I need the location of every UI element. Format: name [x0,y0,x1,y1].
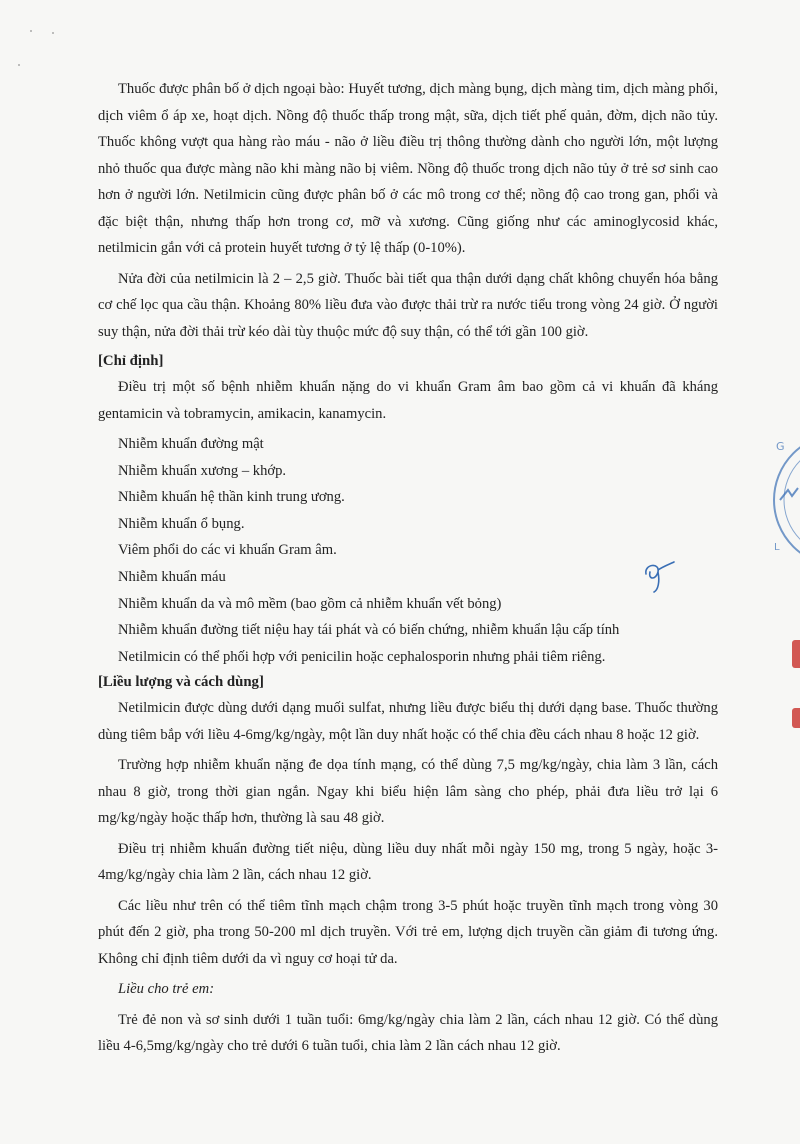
section-heading-indications: [Chỉ định] [98,353,164,369]
red-stamp-edge [792,708,800,728]
dosage-paragraph: Điều trị nhiễm khuẩn đường tiết niệu, dùng liều duy nhất mỗi ngày 150 mg, trong 5 ngày, hoặc 3-4mg/kg/ngày chia làm 2 lần, cách nhau 12 giờ. [98,840,718,884]
indication-item: Nhiễm khuẩn đường tiết niệu hay tái phát và có biến chứng, nhiễm khuẩn lậu cấp tính [118,622,620,639]
handwritten-signature [640,560,676,594]
paragraph-distribution: Thuốc được phân bố ở dịch ngoại bào: Huyết tương, dịch màng bụng, dịch màng tim, dịch màng phổi, dịch viêm ổ áp xe, hoạt dịch. Nồng độ thuốc thấp trong mật, sữa, dịch tiết phế quản, đờm, dịch não tủy. Thuốc không vượt qua hàng rào máu - não ở liều điều trị thông thường dành cho người lớn, một lượng nhỏ thuốc qua được màng não khi màng não bị viêm. Nồng độ thuốc trong dịch não tủy ở trẻ sơ sinh cao hơn ở người lớn. Netilmicin cũng được phân bố ở các mô trong cơ thể; nồng độ cao trong gan, phổi và đặc biệt thận, nhưng thấp hơn trong cơ, mỡ và xương. Cũng giống như các aminoglycosid khác, netilmicin gắn với cả protein huyết tương ở tỷ lệ thấp (0-10%). [98,81,718,256]
svg-text:L: L [774,542,780,553]
dosage-paragraph: Netilmicin được dùng dưới dạng muối sulfat, nhưng liều được biểu thị dưới dạng base. Thuốc thường dùng tiêm bắp với liều 4-6mg/kg/ngày, một lần duy nhất hoặc có thể chia đều cách nhau 8 hoặc 12 giờ. [98,700,718,743]
paragraph-half-life: Nửa đời của netilmicin là 2 – 2,5 giờ. Thuốc bài tiết qua thận dưới dạng chất không chuyển hóa bằng cơ chế lọc qua cầu thận. Khoảng 80% liều đưa vào được thải trừ ra nước tiểu trong vòng 24 giờ. Ở người suy thận, nửa đời thải trừ kéo dài tùy thuộc mức độ suy thận, có thể tới gần 100 giờ. [98,270,718,340]
red-stamp-edge [792,640,800,668]
indication-item: Nhiễm khuẩn ổ bụng. [118,515,245,532]
dosage-paragraph: Trường hợp nhiễm khuẩn nặng đe dọa tính mạng, có thể dùng 7,5 mg/kg/ngày, chia làm 3 lần, cách nhau 8 giờ, trong thời gian ngắn. Ngay khi biểu hiện lâm sàng cho phép, phải đưa liều trở lại 6 mg/kg/ngày hoặc thấp hơn, thường là sau 48 giờ. [98,757,718,827]
document-body [98,76,718,1064]
indications-intro: Điều trị một số bệnh nhiễm khuẩn nặng do vi khuẩn Gram âm bao gồm cả vi khuẩn đã kháng gentamicin và tobramycin, amikacin, kanamycin. [98,379,718,422]
indication-item: Nhiễm khuẩn máu [118,568,226,585]
scan-speck [30,30,32,32]
indication-item: Netilmicin có thể phối hợp với penicilin hoặc cephalosporin nhưng phải tiêm riêng. [118,648,606,665]
dosage-paragraph: Các liều như trên có thể tiêm tĩnh mạch chậm trong 3-5 phút hoặc truyền tĩnh mạch trong vòng 30 phút đến 2 giờ, pha trong 50-200 ml dịch truyền. Với trẻ em, lượng dịch truyền cần giảm đi tương ứng. Không chỉ định tiêm dưới da vì nguy cơ hoại tử da. [98,897,718,967]
indication-item: Nhiễm khuẩn hệ thần kinh trung ương. [118,489,345,506]
stamp-fragment [770,420,800,580]
indication-item: Nhiễm khuẩn xương – khớp. [118,462,287,479]
svg-text:G: G [776,440,785,453]
scan-speck [52,32,54,34]
scan-speck [18,64,20,66]
children-dose-label: Liều cho trẻ em: [118,981,215,998]
indication-item: Viêm phổi do các vi khuẩn Gram âm. [118,542,337,559]
dosage-paragraph: Trẻ đẻ non và sơ sinh dưới 1 tuần tuổi: 6mg/kg/ngày chia làm 2 lần, cách nhau 12 giờ. Có thể dùng liều 4-6,5mg/kg/ngày cho trẻ dưới 6 tuần tuổi, chia làm 2 lần cách nhau 12 giờ. [98,1011,718,1055]
section-heading-dosage: [Liều lượng và cách dùng] [98,674,264,691]
indication-item: Nhiễm khuẩn da và mô mềm (bao gồm cả nhiễm khuẩn vết bỏng) [118,595,502,612]
indication-item: Nhiễm khuẩn đường mật [118,436,264,452]
